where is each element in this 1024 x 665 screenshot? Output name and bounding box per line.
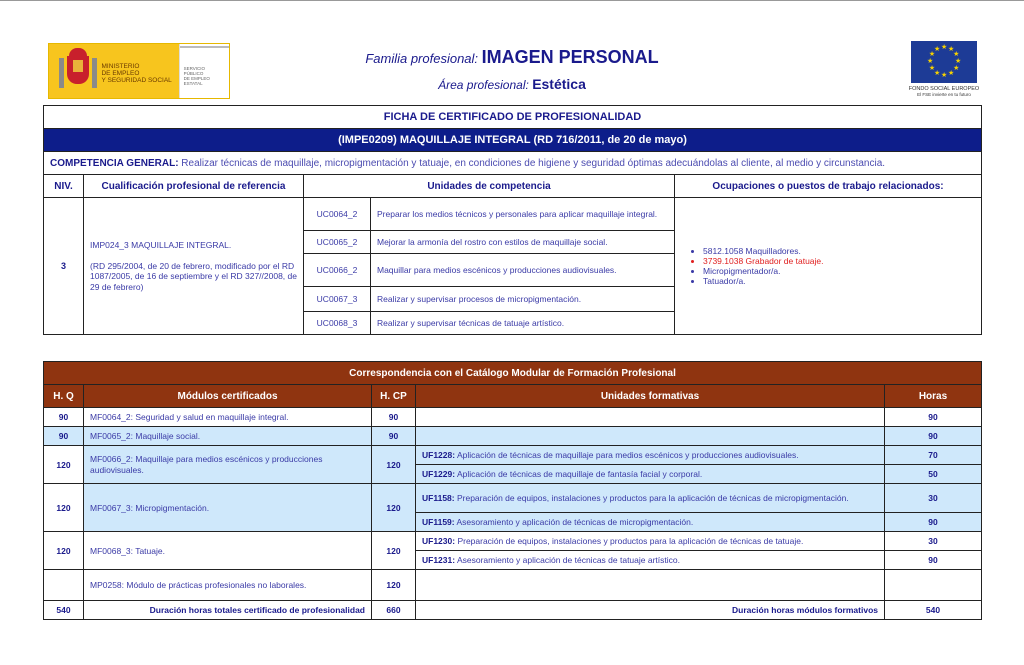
module-row [44, 446, 982, 465]
uf-desc: Asesoramiento y aplicación de técnicas de micropigmentación. [454, 517, 694, 527]
col-hcp: H. CP [372, 385, 416, 408]
uf-cell-empty [416, 570, 885, 601]
eu-star-icon: ★ [948, 45, 955, 53]
eu-star-icon: ★ [941, 72, 948, 79]
module-name: MF0067_3: Micropigmentación. [84, 484, 372, 532]
uf-code: UF1231: [422, 555, 456, 565]
module-row [44, 570, 982, 601]
uc-code: UC0065_2 [304, 231, 371, 254]
uc-code: UC0064_2 [304, 198, 371, 231]
eu-star-icon: ★ [941, 44, 948, 51]
module-name: MF0065_2: Maquillaje social. [84, 427, 372, 446]
uf-desc: Preparación de equipos, instalaciones y productos para la aplicación de técnicas de micropigmentación. [454, 493, 849, 503]
uf-hours: 90 [885, 408, 982, 427]
uf-cell [416, 513, 885, 532]
uf-desc: Aplicación de técnicas de maquillaje de fantasía facial y corporal. [455, 469, 703, 479]
uf-code: UF1159: [422, 517, 455, 527]
uc-desc: Preparar los medios técnicos y personales para aplicar maquillaje integral. [371, 198, 675, 231]
sepe-line: SERVICIO PÚBLICO [183, 66, 206, 76]
uf-hours: 90 [885, 551, 982, 570]
col-unidades-formativas: Unidades formativas [416, 385, 885, 408]
eu-star-icon: ★ [955, 58, 962, 65]
module-hq: 120 [44, 532, 84, 570]
total-hq: 540 [44, 601, 84, 620]
uc-code: UC0067_3 [304, 287, 371, 312]
cualificacion-ref: (RD 295/2004, de 20 de febrero, modificado por el RD 1087/2005, de 16 de septiembre y el RD 327//2008, de 29 de febrero) [90, 260, 297, 292]
uc-desc: Realizar y supervisar procesos de micropigmentación. [371, 287, 675, 312]
module-hcp: 120 [372, 484, 416, 532]
module-hq: 120 [44, 484, 84, 532]
occupation-item: • 5812.1058 Maquilladores. [703, 246, 975, 256]
uf-code: UF1230: [422, 536, 456, 546]
col-modulos: Módulos certificados [84, 385, 372, 408]
module-hcp: 120 [372, 570, 416, 601]
uf-cell [416, 465, 885, 484]
uc-desc: Mejorar la armonía del rostro con estilos de maquillaje social. [371, 231, 675, 254]
uf-cell [416, 484, 885, 513]
module-hcp: 90 [372, 427, 416, 446]
col-cualificacion: Cualificación profesional de referencia [84, 175, 304, 198]
catalogo-table [43, 361, 982, 620]
catalogo-title: Correspondencia con el Catálogo Modular de Formación Profesional [44, 362, 982, 385]
competencia-general [44, 152, 982, 175]
module-name: MF0064_2: Seguridad y salud en maquillaje integral. [84, 408, 372, 427]
uc-desc: Maquillar para medios escénicos y producciones audiovisuales. [371, 254, 675, 287]
area-label: Área profesional: [438, 78, 529, 92]
module-hq: 120 [44, 446, 84, 484]
uf-hours: 50 [885, 465, 982, 484]
col-horas: Horas [885, 385, 982, 408]
page-title [0, 47, 1024, 92]
col-niv: NIV. [44, 175, 84, 198]
module-row [44, 532, 982, 551]
competencia-text: Realizar técnicas de maquillaje, micropigmentación y tatuaje, en condiciones de higiene y seguridad óptimas adecuándolas al cliente, al medio y circunstancia. [178, 157, 886, 169]
uf-cell-empty [416, 427, 885, 446]
eu-flag-icon [911, 41, 977, 83]
total-hcp: 660 [372, 601, 416, 620]
eu-star-icon: ★ [928, 51, 936, 58]
uf-cell [416, 551, 885, 570]
uf-cell [416, 532, 885, 551]
total-horas: 540 [885, 601, 982, 620]
module-row [44, 427, 982, 446]
fse-title: FONDO SOCIAL EUROPEO [908, 86, 980, 92]
uf-desc: Preparación de equipos, instalaciones y productos para la aplicación de técnicas de tatuaje. [455, 536, 804, 546]
uf-hours: 30 [885, 484, 982, 513]
totals-row [44, 601, 982, 620]
occupation-item: • Micropigmentador/a. [703, 266, 975, 276]
fse-tagline: El FSE invierte en tu futuro [917, 92, 971, 97]
eu-star-icon: ★ [934, 45, 941, 53]
eu-star-icon: ★ [953, 65, 960, 72]
uc-code: UC0066_2 [304, 254, 371, 287]
competencia-label: COMPETENCIA GENERAL: [50, 157, 179, 169]
eu-star-icon: ★ [927, 58, 934, 65]
cualificacion-cell [84, 198, 304, 335]
area-value: Estética [532, 76, 586, 92]
module-hcp: 90 [372, 408, 416, 427]
eu-star-icon: ★ [953, 51, 960, 58]
module-row [44, 408, 982, 427]
module-name: MF0066_2: Maquillaje para medios escénicos y producciones audiovisuales. [84, 446, 372, 484]
uc-code: UC0068_3 [304, 312, 371, 335]
uf-hours: 90 [885, 513, 982, 532]
uc-desc: Realizar y supervisar técnicas de tatuaje artístico. [371, 312, 675, 335]
uf-hours [885, 570, 982, 601]
module-hcp: 120 [372, 532, 416, 570]
occupations-cell [675, 198, 982, 335]
module-row [44, 484, 982, 513]
uf-code: UF1229: [422, 469, 456, 479]
uf-hours: 90 [885, 427, 982, 446]
module-name: MF0068_3: Tatuaje. [84, 532, 372, 570]
eu-star-icon: ★ [934, 70, 941, 78]
col-hq: H. Q [44, 385, 84, 408]
module-name: MP0258: Módulo de prácticas profesionales no laborales. [84, 570, 372, 601]
total-certificado-label: Duración horas totales certificado de profesionalidad [84, 601, 372, 620]
ministerio-line: DE EMPLEO [101, 70, 140, 77]
col-ocupaciones: Ocupaciones o puestos de trabajo relacionados: [675, 175, 982, 198]
fse-logo [899, 41, 989, 97]
uf-hours: 30 [885, 532, 982, 551]
eu-star-icon: ★ [948, 70, 955, 78]
occupations-list [681, 246, 975, 286]
certificate-title: (IMPE0209) MAQUILLAJE INTEGRAL (RD 716/2011, de 20 de mayo) [44, 129, 982, 152]
familia-label: Familia profesional: [365, 51, 479, 66]
ficha-table [43, 105, 982, 335]
module-hq [44, 570, 84, 601]
module-hcp: 120 [372, 446, 416, 484]
uf-cell-empty [416, 408, 885, 427]
ficha-title: FICHA DE CERTIFICADO DE PROFESIONALIDAD [44, 106, 982, 129]
uf-code: UF1158: [422, 493, 455, 503]
familia-value: IMAGEN PERSONAL [481, 47, 659, 67]
cualificacion-name: IMP024_3 MAQUILLAJE INTEGRAL. [90, 240, 232, 250]
module-hq: 90 [44, 427, 84, 446]
sepe-line: DE EMPLEO ESTATAL [183, 76, 210, 86]
occupation-item: • Tatuador/a. [703, 276, 975, 286]
col-unidades: Unidades de competencia [304, 175, 675, 198]
nivel-value: 3 [44, 198, 84, 335]
module-hq: 90 [44, 408, 84, 427]
ministerio-line: Y SEGURIDAD SOCIAL [101, 77, 172, 84]
uf-hours: 70 [885, 446, 982, 465]
total-modulos-label: Duración horas módulos formativos [416, 601, 885, 620]
uf-code: UF1228: [422, 450, 456, 460]
occupation-item-highlighted: • 3739.1038 Grabador de tatuaje. [703, 256, 975, 266]
ministerio-line: MINISTERIO [101, 63, 140, 70]
uf-desc: Asesoramiento y aplicación de técnicas de tatuaje artístico. [455, 555, 680, 565]
uf-desc: Aplicación de técnicas de maquillaje para medios escénicos y producciones audiovisuales. [455, 450, 799, 460]
uf-cell [416, 446, 885, 465]
eu-star-icon: ★ [928, 65, 936, 72]
